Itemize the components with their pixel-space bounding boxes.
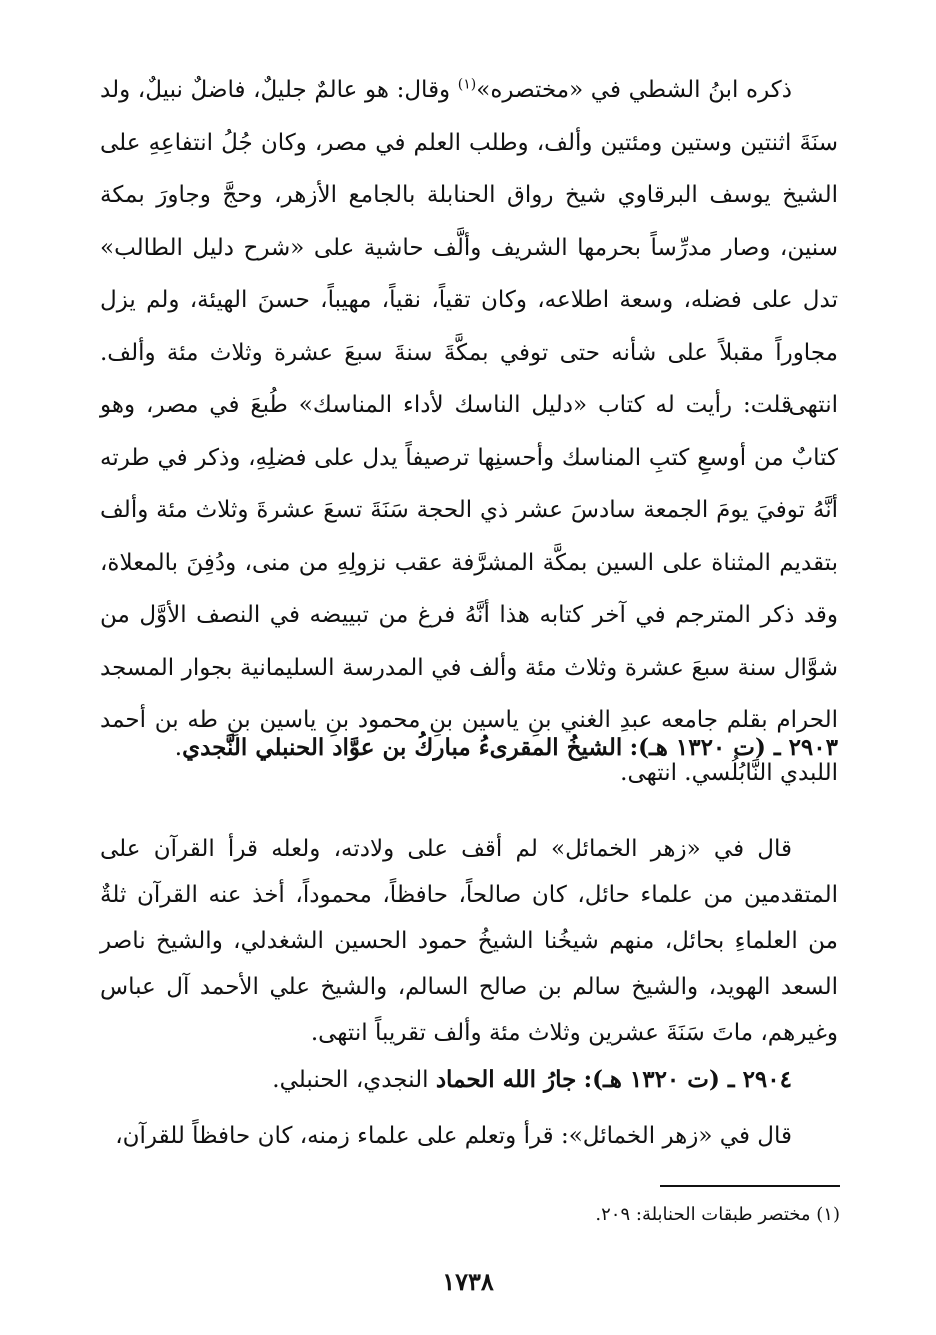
entry-end: . bbox=[174, 735, 183, 761]
paragraph-ibn-shatti bbox=[100, 64, 838, 432]
entry-title: الشيخُ المقرىءُ مباركُ بن عوَّاد الحنبلي النَّجدي bbox=[182, 734, 623, 761]
paragraph-text: ذكره ابنُ الشطي في «مختصره» bbox=[476, 77, 792, 103]
paragraph-zahr-khamail-1: قال في «زهر الخمائل» لم أقف على ولادته، ولعله قرأ القرآن على المتقدمين من علماء حائل، كان صالحاً، حافظاً، محموداً، أخذ عنه القرآن ثلةٌ من العلماءِ بحائل، منهم شيخُنا الشيخُ حمود الحسين الشغدلي، والشيخ ناصر السعد الهويد، والشيخ سالم بن صالح السالم، والشيخ علي الأحمد آل عباس وغيرهم، ماتَ سَنَةَ عشرين وثلاث مئة وألف تقريباً انتهى. bbox=[100, 836, 838, 1046]
footnote: (١) مختصر طبقات الحنابلة: ٢٠٩. bbox=[595, 1204, 840, 1225]
entry-number: ٢٩٠٣ ـ (ت ١٣٢٠ هـ): bbox=[629, 734, 838, 761]
entry-title: جارُ الله الحماد bbox=[435, 1066, 577, 1093]
paragraph-author-note: قلت: رأيت له كتاب «دليل الناسك لأداء المناسك» طُبعَ في مصر، وهو كتابٌ من أوسعِ كتبِ المناسك وأحسنِها ترصيفاً يدل على فضلِهِ، وذكر في طرته أنَّهُ توفيَ يومَ الجمعة سادسَ عشر ذي الحجة سَنَةَ تسعَ عشرةَ وثلاث مئة وألف بتقديم المثناة على السين بمكَّة المشرَّفة عقب نزولِهِ من منى، ودُفِنَ بالمعلاة، وقد ذكر المترجم في آخر كتابه هذا أنَّهُ فرغ من تبييضه في النصف الأوَّل من شوَّال سنة سبعَ عشرة وثلاث مئة وألف في المدرسة السليمانية بجوار المسجد الحرام بقلم جامعه عبدِ الغني بنِ ياسين بنِ محمود بنِ ياسين بنِ طه بن أحمد اللبدي النَّابُلُسي. انتهى. bbox=[100, 392, 838, 786]
entry-number: ٢٩٠٤ ـ (ت ١٣٢٠ هـ): bbox=[583, 1066, 792, 1093]
entry-rest: النجدي، الحنبلي. bbox=[272, 1067, 436, 1093]
paragraph-zahr-khamail-2: قال في «زهر الخمائل»: قرأ وتعلم على علماء زمنه، كان حافظاً للقرآن، bbox=[115, 1123, 792, 1149]
page-number: ١٧٣٨ bbox=[442, 1267, 494, 1296]
entry-heading-2903 bbox=[100, 726, 838, 770]
entry-heading-2904 bbox=[100, 1058, 838, 1102]
paragraph-text-continued: وقال: هو عالمٌ جليلٌ، فاضلٌ نبيلٌ، ولد سنَةَ اثنتين وستين ومئتين وألف، وطلب العلم في مصر، وكان جُلُ انتفاعِهِ على الشيخ يوسف البرقاوي شيخ رواق الحنابلة بالجامع الأزهر، وحجَّ وجاورَ بمكة سنين، وصار مدرِّساً بحرمها الشريف وألَّف حاشية على «شرح دليل الطالب» تدل على فضله، وسعة اطلاعه، وكان تقياً، نقياً، مهيباً، حسنَ الهيئة، ولم يزل مجاوراً مقبلاً على شأنه حتى توفي بمكَّةَ سنةَ سبعَ عشرة وثلاث مئة وألف. انتهى. bbox=[100, 77, 838, 418]
footnote-marker: (١) bbox=[457, 76, 477, 93]
footnote-divider bbox=[660, 1185, 840, 1187]
